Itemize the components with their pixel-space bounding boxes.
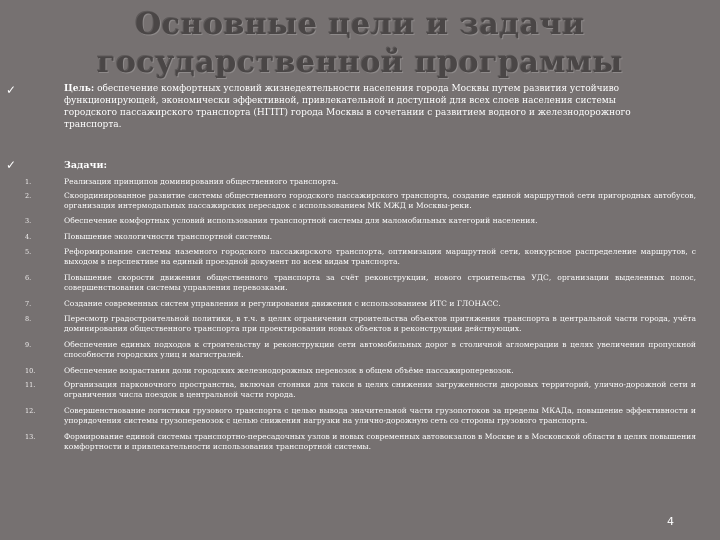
item-text: Формирование единой системы транспортно-пересадочных узлов и новых современных автовокзалов в Москве и в Московской области в целях повышения комфортности и привлекательности использования транспортной системы. [64, 432, 696, 451]
item-text: Совершенствование логистики грузового транспорта с целью вывода значительной части грузопотоков за пределы МКАДа, повышение эффективности и упорядочения системы грузоперевозок с целью снижения нагрузки на улично-дорожную сеть со стороны грузового транспорта. [64, 406, 696, 425]
item-text: Обеспечение единых подходов к строительству и реконструкции сети автомобильных дорог в столичной агломерации в целях увеличения пропускной способности городских улиц и магистралей. [64, 340, 696, 359]
checkmark-icon: ✓ [6, 158, 17, 172]
slide-title [60, 6, 660, 82]
item-text: Создание современных систем управления и регулирования движения с использованием ИТС и ГЛОНАСС. [64, 299, 501, 308]
item-number: 11. [25, 381, 36, 389]
tasks-heading: Задачи: [64, 160, 108, 171]
item-text: Повышение скорости движения общественного транспорта за счёт реконструкции, нового строительства УДС, организации выделенных полос, совершенствования системы управления перевозками. [64, 273, 696, 292]
item-number: 7. [25, 300, 32, 308]
item-number: 13. [25, 433, 36, 441]
item-number: 10. [25, 367, 36, 375]
title-line-1: Основные цели и задачи [135, 7, 585, 42]
title-line-2: государственной программы [96, 45, 624, 80]
item-number: 4. [25, 233, 32, 241]
goal-label: Цель: [64, 84, 95, 94]
item-text: Реформирование системы наземного городского пассажирского транспорта, оптимизация маршрутной сети, конкурсное распределение маршрутов, с выходом в перспективе на единый проездной документ по всем видам транспорта. [64, 247, 696, 266]
item-number: 6. [25, 274, 32, 282]
item-number: 12. [25, 407, 36, 415]
checkmark-icon: ✓ [6, 83, 17, 97]
item-number: 3. [25, 217, 32, 225]
item-number: 8. [25, 315, 32, 323]
item-number: 5. [25, 248, 32, 256]
page-number: 4 [667, 515, 674, 528]
item-text: Повышение экологичности транспортной системы. [64, 232, 273, 241]
item-number: 2. [25, 192, 32, 200]
goal-paragraph [64, 83, 660, 131]
item-number: 1. [25, 178, 32, 186]
item-text: Пересмотр градостроительной политики, в т.ч. в целях ограничения строительства объектов притяжения транспорта в центральной части города, учёта доминирования общественного транспорта при проектировании новых объектов и реконструкции действующих. [64, 314, 696, 333]
item-number: 9. [25, 341, 32, 349]
item-text: Реализация принципов доминирования общественного транспорта. [64, 177, 339, 186]
item-text: Обеспечение комфортных условий использования транспортной системы для маломобильных категорий населения. [64, 216, 538, 225]
item-text: Организация парковочного пространства, включая стоянки для такси в целях снижения загруженности дворовых территорий, улично-дорожной сети и ограничения числа поездок в центральной части города. [64, 380, 696, 399]
goal-text: обеспечение комфортных условий жизнедеятельности населения города Москвы путем развития устойчиво функционирующей, экономически эффективной, привлекательной и доступной для всех слоев населения системы городского пассажирского транспорта (НГПТ) города Москвы в сочетании с развитием водного и железнодорожного транспорта. [64, 84, 631, 130]
item-text: Обеспечение возрастания доли городских железнодорожных перевозок в общем объёме пассажироперевозок. [64, 366, 514, 375]
item-text: Скоординированное развитие системы общественного городского пассажирского транспорта, создание единой маршрутной сети пригородных автобусов, организация интермодальных пассажирских пересадок с использованием МК МЖД и Москвы-реки. [64, 191, 696, 210]
